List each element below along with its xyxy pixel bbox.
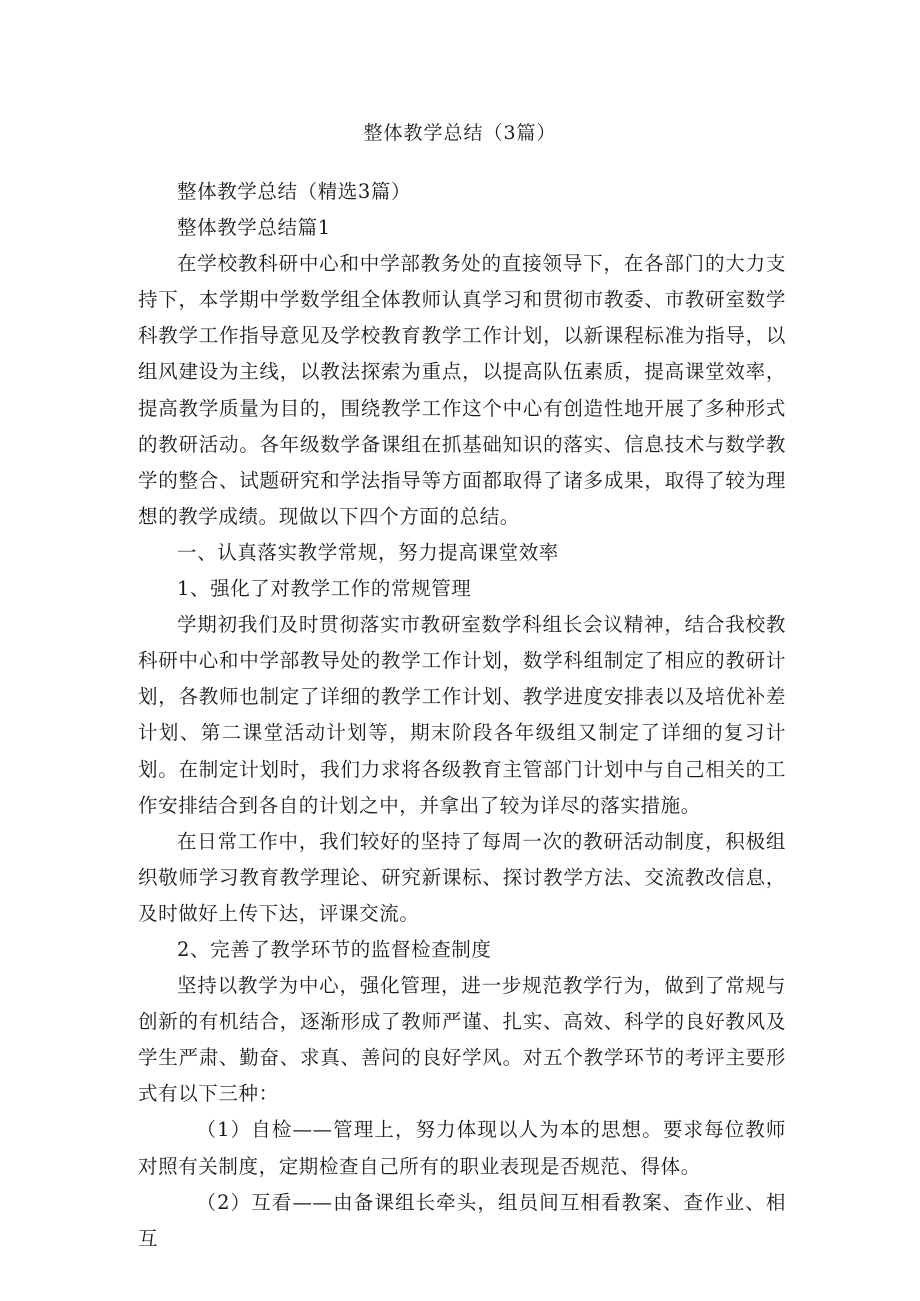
body-paragraph: 坚持以教学为中心，强化管理，进一步规范教学行为，做到了常规与创新的有机结合，逐渐形成了教师严谨、扎实、高效、科学的良好教风及学生严肃、勤奋、求真、善问的良好学风。对五个教学环节的考评主要形式有以下三种： [138, 974, 786, 1106]
body-paragraph: 在学校教科研中心和中学部教务处的直接领导下，在各部门的大力支持下，本学期中学数学组全体教师认真学习和贯彻市教委、市教研室数学科教学工作指导意见及学校教育教学工作计划，以新课程标准为指导，以组风建设为主线，以教法探索为重点，以提高队伍素质，提高课堂效率，提高教学质量为目的，围绕教学工作这个中心有创造性地开展了多种形式的教研活动。各年级数学备课组在抓基础知识的落实、信息技术与数学教学的整合、试题研究和学法指导等方面都取得了诸多成果，取得了较为理想的教学成绩。现做以下四个方面的总结。 [138, 252, 786, 528]
subsection-heading: 1、强化了对教学工作的常规管理 [177, 577, 472, 601]
list-item-paragraph: （1）自检——管理上，努力体现以人为本的思想。要求每位教师对照有关制度，定期检查自己所有的职业表现是否规范、得体。 [138, 1118, 786, 1178]
body-paragraph: 在日常工作中，我们较好的坚持了每周一次的教研活动制度，积极组织敬师学习教育教学理论、研究新课标、探讨教学方法、交流教改信息，及时做好上传下达，评课交流。 [138, 829, 786, 925]
list-item-paragraph: （2）互看——由备课组长牵头，组员间互相看教案、查作业、相互 [138, 1190, 786, 1250]
section-heading: 整体教学总结篇1 [177, 216, 331, 240]
body-paragraph: 学期初我们及时贯彻落实市教研室数学科组长会议精神，结合我校教科研中心和中学部教导处的教学工作计划，数学科组制定了相应的教研计划，各教师也制定了详细的教学工作计划、教学进度安排表以及培优补差计划、第二课堂活动计划等，期末阶段各年级组又制定了详细的复习计划。在制定计划时，我们力求将各级教育主管部门计划中与自己相关的工作安排结合到各自的计划之中，并拿出了较为详尽的落实措施。 [138, 613, 786, 817]
section-heading: 一、认真落实教学常规，努力提高课堂效率 [177, 540, 559, 564]
document-body [138, 174, 786, 1257]
document-title: 整体教学总结（3篇） [363, 122, 557, 144]
subtitle-paragraph: 整体教学总结（精选3篇） [177, 180, 412, 203]
subsection-heading: 2、完善了教学环节的监督检查制度 [177, 937, 492, 961]
